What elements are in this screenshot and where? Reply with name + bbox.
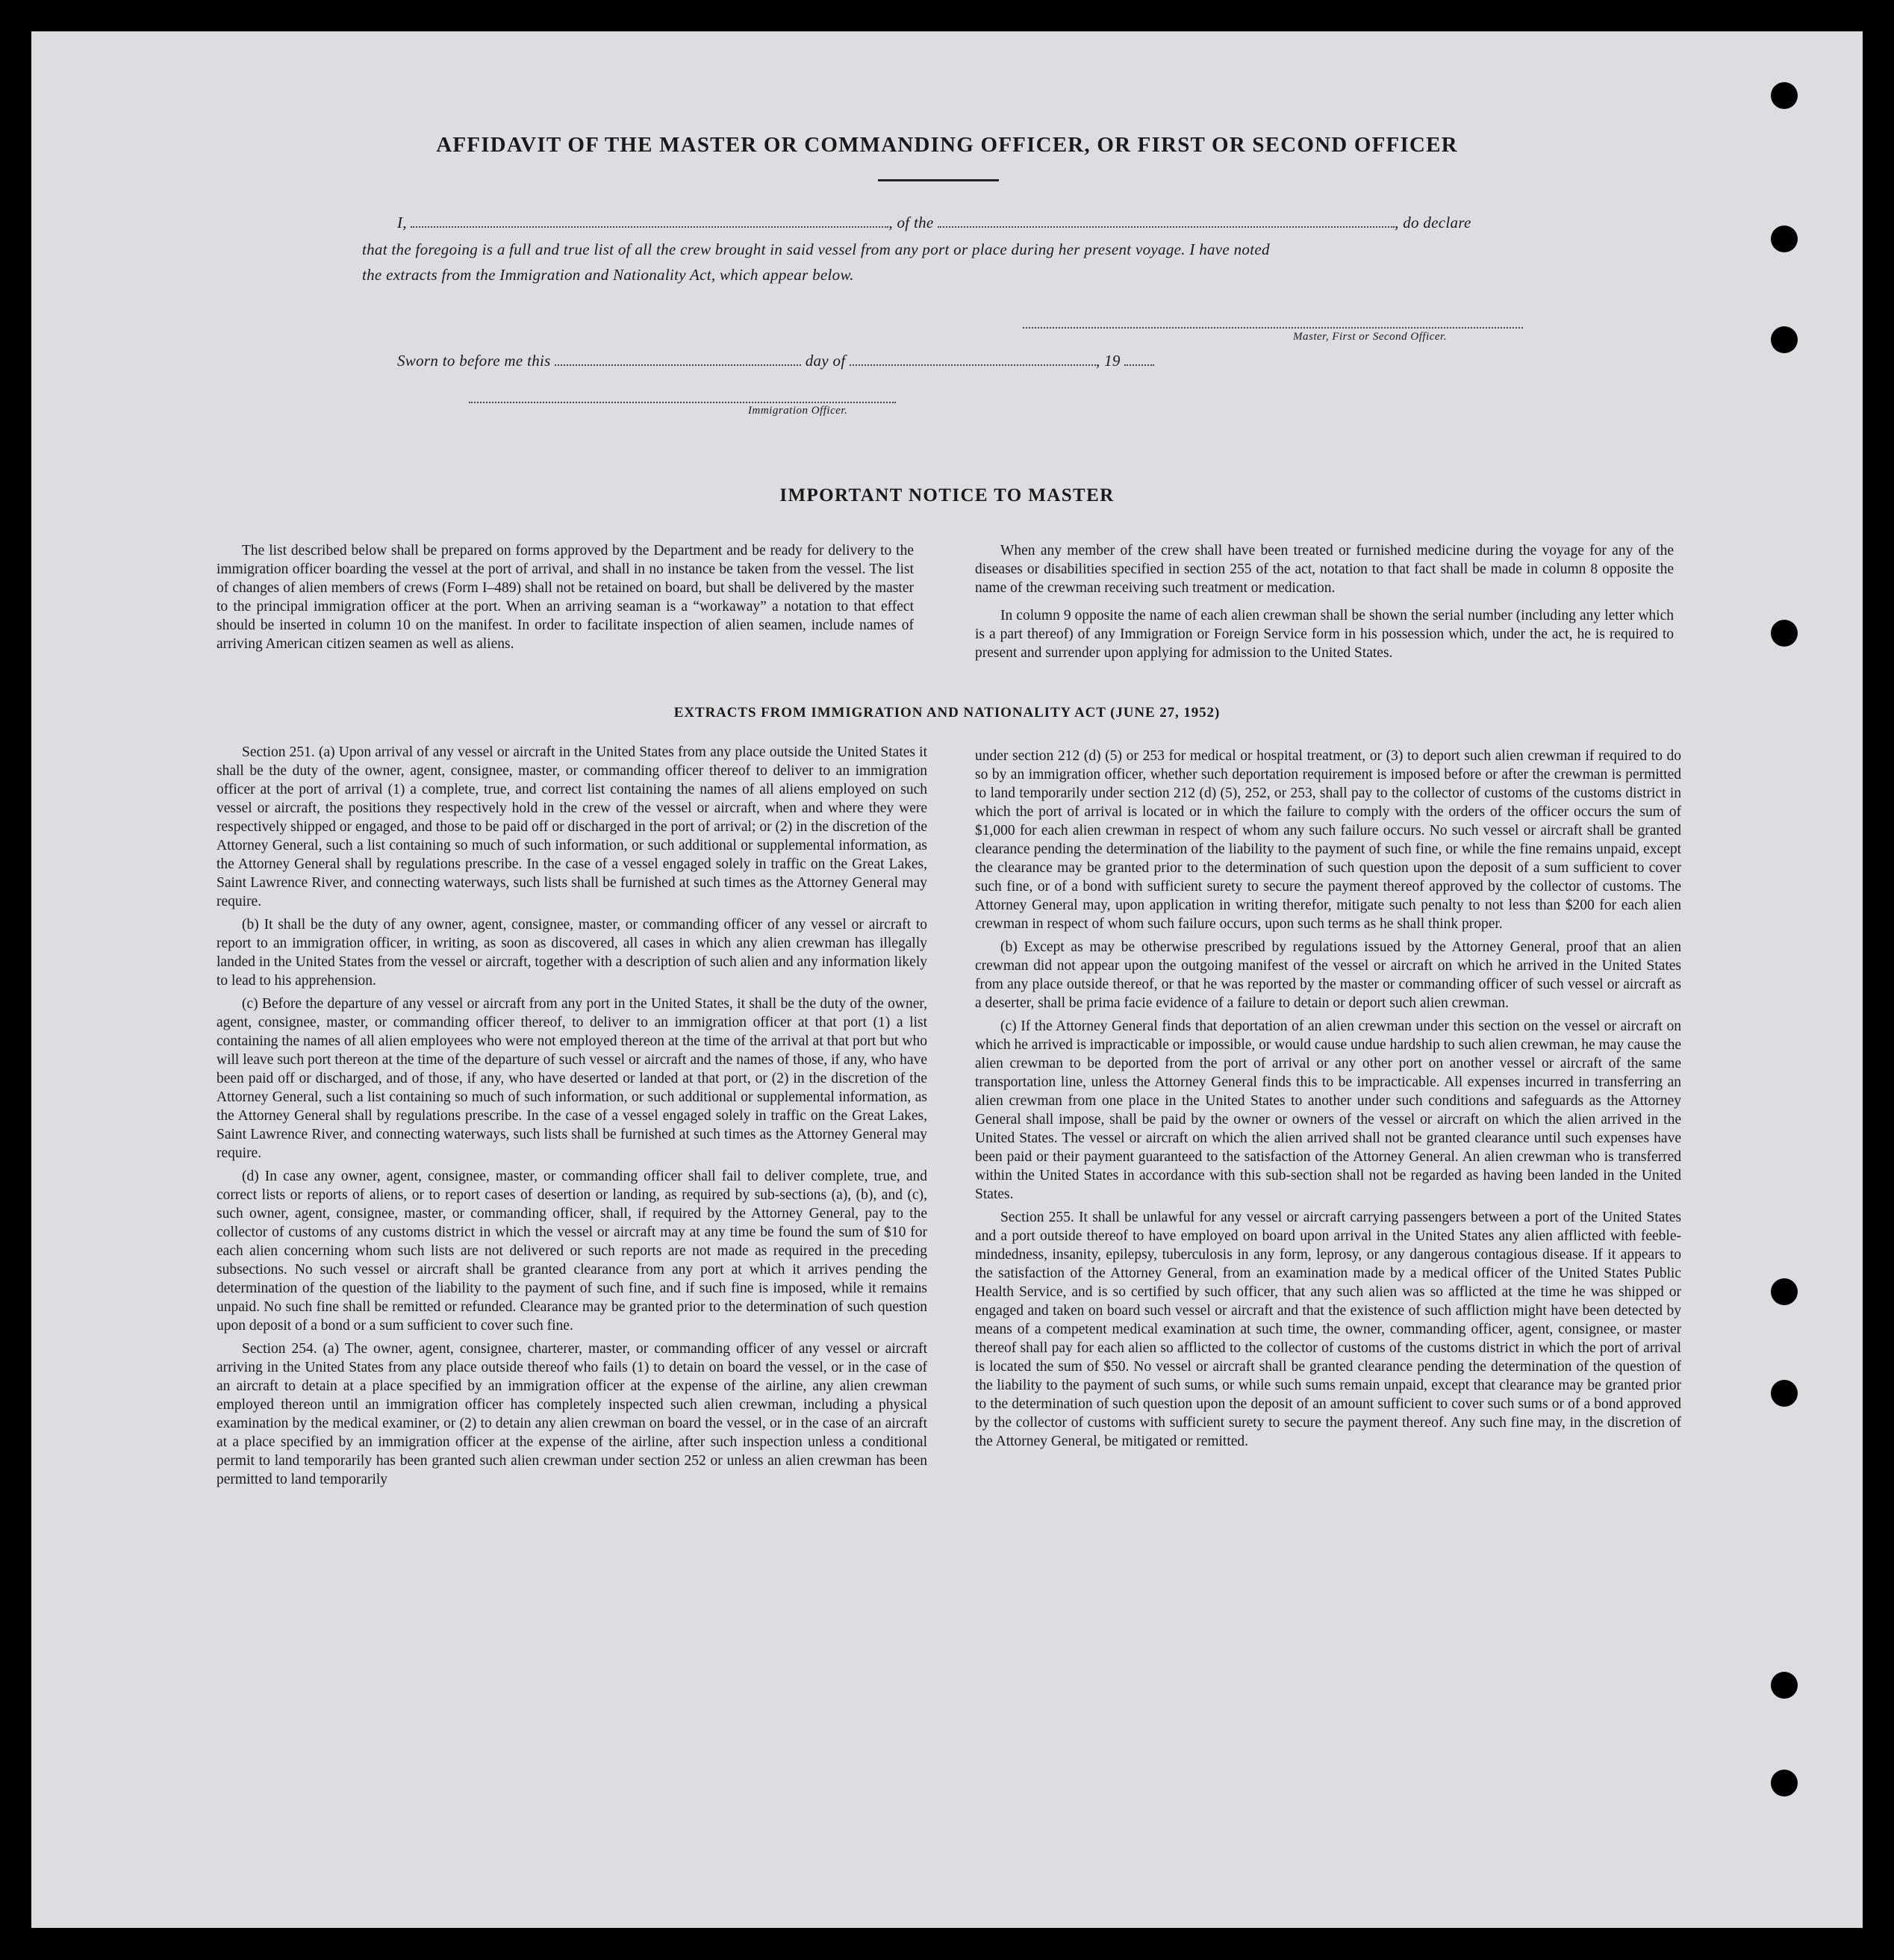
binder-hole — [1771, 620, 1798, 647]
statute-paragraph: (d) In case any owner, agent, consignee, master, or commanding officer shall fail to deliver complete, true, and correct lists or reports of aliens, or to report cases of desertion or landing, as required by sub-sections (a), (b), and (c), such owner, agent, consignee, master, or commanding officer, shall, if required by the Attorney General, pay to the collector of customs of any customs district in which the vessel or aircraft may at any time be found the sum of $10 for each alien concerning whom such lists are not delivered or such reports are not made as required in the preceding subsections. No such vessel or aircraft shall be granted clearance from any port at which it arrives pending the determination of the question of the liability to the payment of such fine, and if such fine is imposed, while it remains unpaid. No such fine shall be remitted or refunded. Clearance may be granted prior to the determination of such question upon deposit of a bond or a sum sufficient to cover such fine. — [216, 1169, 927, 1334]
sworn-day-field[interactable] — [555, 351, 801, 366]
vessel-name-field[interactable] — [938, 213, 1395, 228]
declaration-line-1: that the foregoing is a full and true list of all the crew brought in said vessel from any port or place during her present voyage. I have noted — [362, 240, 1270, 258]
master-caption: Master, First or Second Officer. — [1293, 331, 1447, 343]
i-label: I, — [397, 214, 407, 231]
sworn-year-field[interactable] — [1124, 351, 1154, 366]
title-divider — [878, 179, 999, 181]
officer-caption: Immigration Officer. — [748, 405, 848, 417]
binder-hole — [1771, 1278, 1798, 1305]
sworn-label: Sworn to before me this — [397, 352, 551, 370]
notice-paragraph: The list described below shall be prepared on forms approved by the Department and be ready for delivery to the immigration officer boarding the vessel at the port of arrival, and shall in no instance be taken from the vessel. The list of changes of alien members of crews (Form I–489) shall not be retained on board, but shall be delivered by the master to the principal immigration officer at the port. When an arriving seaman is a “workaway” a notation to that effect should be inserted in column 10 on the manifest. In order to facilitate inspection of alien seamen, include names of arriving American citizen seamen as well as aliens. — [216, 543, 914, 652]
declarant-name-field[interactable] — [411, 213, 888, 228]
extracts-left-column — [216, 743, 927, 1493]
statute-paragraph: Section 251. (a) Upon arrival of any vessel or aircraft in the United States from any place outside the United States it shall be the duty of the owner, agent, consignee, master, or commanding officer thereof to deliver to an immigration officer at the port of arrival (1) a complete, true, and correct list containing the names of all aliens employed on such vessel or aircraft, the positions they respectively hold in the crew of the vessel or aircraft, when and where they were respectively shipped or engaged, and those to be paid off or discharged in the port of arrival; or (2) in the discretion of the Attorney General, such a list containing so much of such information, or such additional or supplemental information, as the Attorney General shall by regulations prescribe. In the case of a vessel engaged solely in traffic on the Great Lakes, Saint Lawrence River, and connecting waterways, such lists shall be furnished at such times as the Attorney General may require. — [216, 744, 927, 909]
officer-signature-field[interactable] — [469, 400, 896, 403]
binder-hole — [1771, 82, 1798, 109]
do-declare-label: , do declare — [1395, 214, 1471, 231]
binder-hole — [1771, 1770, 1798, 1796]
binder-hole — [1771, 1380, 1798, 1407]
notice-paragraph: When any member of the crew shall have been treated or furnished medicine during the voyage for any of the diseases or disabilities specified in section 255 of the act, notation to that fact shall be made in column 8 opposite the name of the crewman receiving such treatment or medication. — [975, 543, 1674, 596]
statute-paragraph: Section 254. (a) The owner, agent, consignee, charterer, master, or commanding officer of any vessel or aircraft arriving in the United States from any place outside thereof who fails (1) to detain on board the vessel, or in the case of an aircraft to detain at a place specified by an immigration officer at the expense of the airline, any alien crewman employed thereon until an immigration officer has completely inspected such alien crewman, including a physical examination by the medical examiner, or (2) to detain any alien crewman on board the vessel, or in the case of an aircraft at a place specified by an immigration officer at the expense of the airline, after such inspection unless a conditional permit to land temporarily has been granted such alien crewman under section 252 or unless an alien crewman has been permitted to land temporarily — [216, 1341, 927, 1487]
sworn-month-field[interactable] — [850, 351, 1096, 366]
statute-paragraph: (b) It shall be the duty of any owner, agent, consignee, master, or commanding officer of any vessel or aircraft to report to an immigration officer, in writing, as soon as discovered, all cases in which any alien crewman has illegally landed in the United States from the vessel or aircraft, together with a description of such alien and any information likely to lead to his apprehension. — [216, 917, 927, 989]
statute-paragraph: under section 212 (d) (5) or 253 for medical or hospital treatment, or (3) to deport such alien crewman if required to do so by an immigration officer, whether such deportation requirement is imposed before or after the crewman is permitted to land temporarily under section 212 (d) (5), 252, or 253, shall pay to the collector of customs of the customs district in which the port of arrival is located or in which the failure to comply with the orders of the officer occurs the sum of $1,000 for each alien crewman in respect of whom any such failure occurs. No such vessel or aircraft shall be granted clearance pending the determination of the liability to the payment of such fine, or while the fine remains unpaid, except the clearance may be granted prior to the determination of such question upon the deposit of a sum sufficient to cover such fine, or of a bond with sufficient surety to secure the payment thereof approved by the collector of customs. The Attorney General may, upon application in writing therefor, mitigate such penalty to not less than $200 for each alien crewman in respect of whom such failure occurs, upon such terms as he shall think proper. — [975, 748, 1681, 932]
master-signature-field[interactable] — [1023, 326, 1523, 329]
statute-paragraph: (b) Except as may be otherwise prescribed by regulations issued by the Attorney General, proof that an alien crewman did not appear upon the outgoing manifest of the vessel or aircraft on which he arrived in the United States from any place outside thereof, or that he was reported by the master or commanding officer of such vessel or aircraft as a deserter, shall be prima facie evidence of a failure to detain or deport such alien crewman. — [975, 939, 1681, 1011]
statute-paragraph: (c) Before the departure of any vessel or aircraft from any port in the United States, it shall be the duty of the owner, agent, consignee, master, or commanding officer thereof, to deliver to an immigration officer at that port (1) a list containing the names of all alien employees who were not employed thereon at the time of the arrival at that port but who will leave such port thereon at the time of the departure of such vessel or aircraft and the names of those, if any, who have been paid off or discharged, and of those, if any, who have deserted or landed at that port, or (2) in the discretion of the Attorney General, such a list containing so much of such information, or such additional or supplemental information, as the Attorney General shall by regulations prescribe. In the case of a vessel engaged solely in traffic on the Great Lakes, Saint Lawrence River, and connecting waterways, such lists shall be furnished at such times as the Attorney General may require. — [216, 996, 927, 1161]
extracts-right-column — [975, 747, 1681, 1455]
sworn-line — [397, 351, 1154, 370]
binder-hole — [1771, 326, 1798, 353]
affidavit-title: AFFIDAVIT OF THE MASTER OR COMMANDING OFFICER, OR FIRST OR SECOND OFFICER — [436, 133, 1458, 157]
declarant-line — [397, 213, 1471, 232]
declaration-line-2: the extracts from the Immigration and Nationality Act, which appear below. — [362, 266, 854, 284]
day-of-label: day of — [805, 352, 846, 370]
notice-left-column — [216, 541, 914, 658]
of-the-label: , of the — [888, 214, 934, 231]
binder-hole — [1771, 225, 1798, 252]
notice-right-column — [975, 541, 1674, 667]
notice-paragraph: In column 9 opposite the name of each alien crewman shall be shown the serial number (including any letter which is a part thereof) of any Immigration or Foreign Service form in his possession which, under the act, he is required to present and surrender upon applying for admission to the United States. — [975, 608, 1674, 661]
statute-paragraph: Section 255. It shall be unlawful for any vessel or aircraft carrying passengers between a port of the United States and a port outside thereof to have employed on board upon arrival in the United States any alien afflicted with feeble-mindedness, insanity, epilepsy, tuberculosis in any form, leprosy, or any dangerous contagious disease. If it appears to the satisfaction of the Attorney General, from an examination made by a medical officer of the United States Public Health Service, and is so certified by such officer, that any such alien was so afflicted at the time he was shipped or engaged and taken on board such vessel or aircraft and that the existence of such affliction might have been detected by means of a competent medical examination at such time, the owner, commanding officer, agent, consignee, or master thereof shall pay for each alien so afflicted to the collector of customs of the customs district in which the port of arrival is located the sum of $50. No vessel or aircraft shall be granted clearance pending the determination of the question of the liability to the payment of such sums, or while such sums remain unpaid, except that clearance may be granted prior to the determination of such question upon the deposit of an amount sufficient to cover such sums or of a bond approved by the collector of customs with sufficient surety to secure the payment thereof. Any such fine may, in the discretion of the Attorney General, be mitigated or remitted. — [975, 1210, 1681, 1449]
binder-hole — [1771, 1672, 1798, 1699]
year-label: , 19 — [1096, 352, 1121, 370]
notice-title: IMPORTANT NOTICE TO MASTER — [779, 485, 1115, 505]
extracts-title: EXTRACTS FROM IMMIGRATION AND NATIONALITY ACT (JUNE 27, 1952) — [673, 705, 1221, 721]
statute-paragraph: (c) If the Attorney General finds that deportation of an alien crewman under this section on the vessel or aircraft on which he arrived is impracticable or impossible, or would cause undue hardship to such alien crewman, he may cause the alien crewman to be deported from the port of arrival or any other port on another vessel or aircraft of the same transportation line, unless the Attorney General finds this to be impracticable. All expenses incurred in transferring an alien crewman from one place in the United States to another under such conditions and safeguards as the Attorney General shall impose, shall be paid by the owner or owners of the vessel or aircraft on which the alien arrived in the United States. The vessel or aircraft on which the alien arrived shall not be granted clearance until such expenses have been paid or their payment guaranteed to the satisfaction of the Attorney General. An alien crewman who is transferred within the United States in accordance with this sub-section shall not be regarded as having been landed in the United States. — [975, 1018, 1681, 1202]
